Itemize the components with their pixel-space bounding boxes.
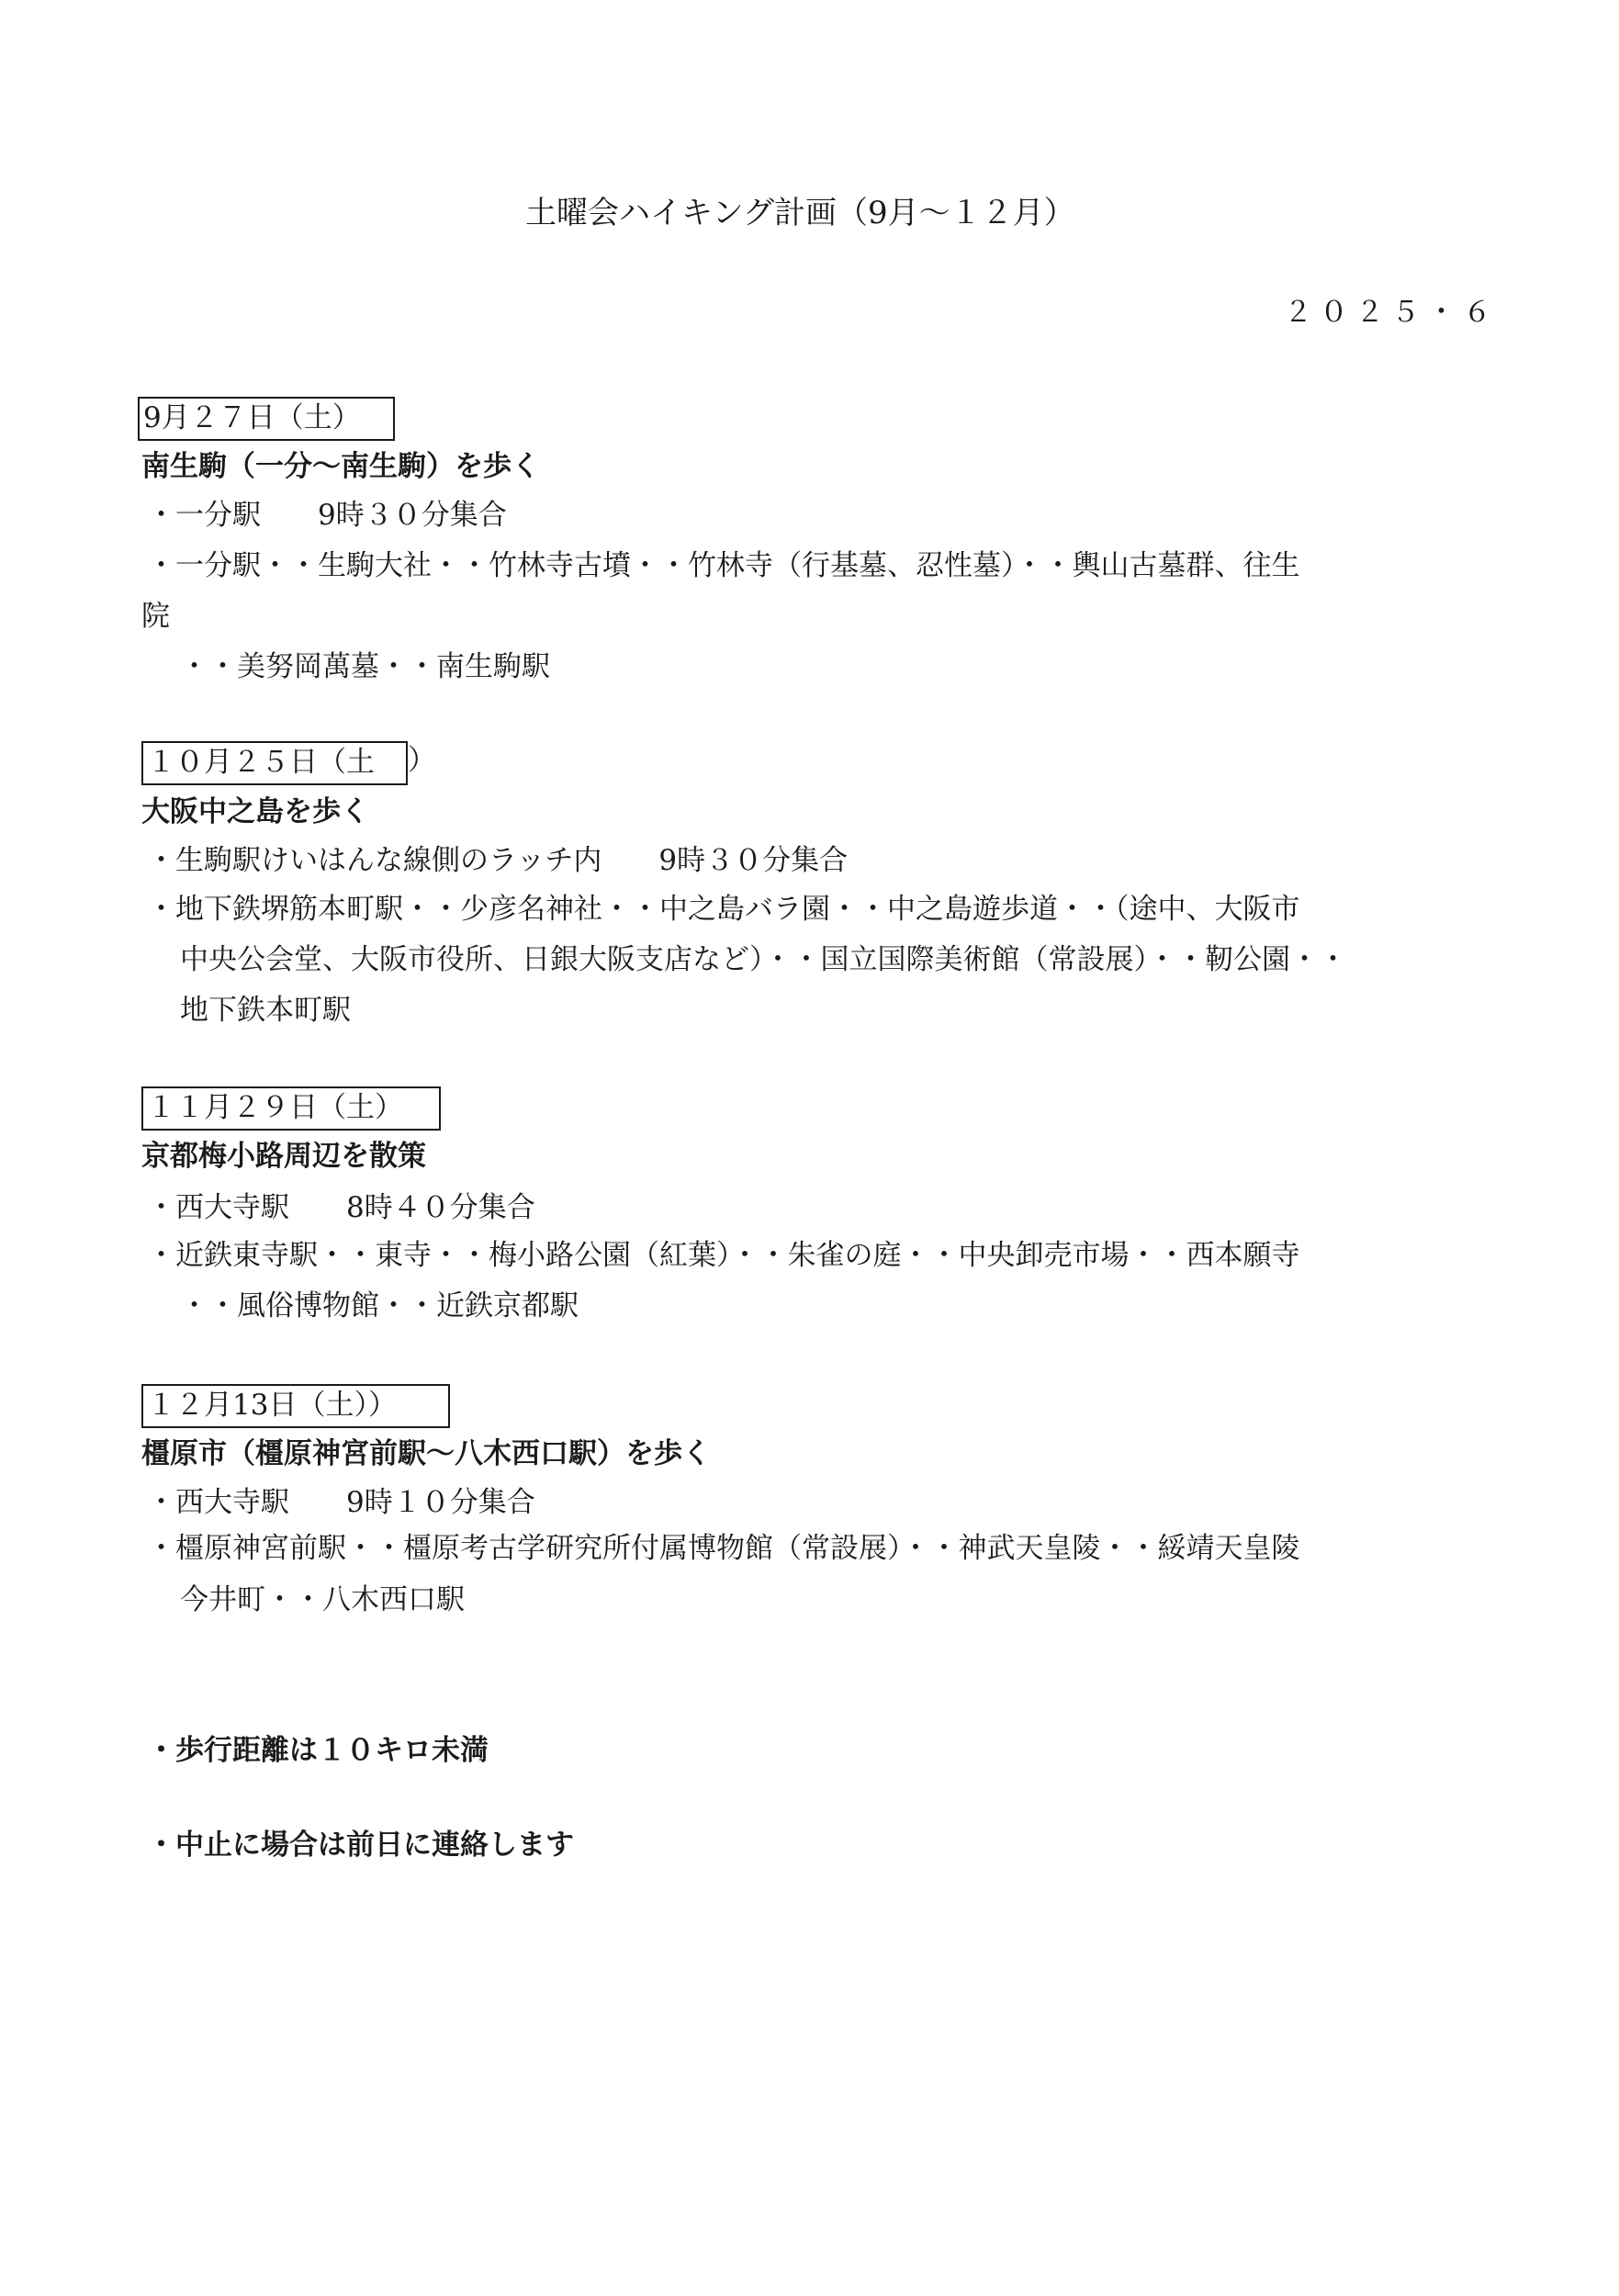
event-route-line: 院	[141, 600, 170, 633]
note-cancellation: ・中止に場合は前日に連絡します	[147, 1829, 574, 1862]
event-date-box: １１月２９日（土）	[141, 1086, 441, 1131]
event-route-line: 今井町・・八木西口駅	[180, 1583, 465, 1616]
document-title: 土曜会ハイキング計画（9月～１２月）	[525, 195, 1075, 231]
event-route-line: ・・風俗博物館・・近鉄京都駅	[180, 1289, 579, 1322]
event-meeting: ・一分駅 9時３０分集合	[147, 499, 507, 532]
event-heading: 京都梅小路周辺を散策	[141, 1140, 426, 1173]
event-date-box: １０月２５日（土	[141, 741, 408, 785]
event-route-line: ・近鉄東寺駅・・東寺・・梅小路公園（紅葉）・・朱雀の庭・・中央卸売市場・・西本願寺	[147, 1239, 1300, 1272]
note-distance: ・歩行距離は１０キロ未満	[147, 1734, 489, 1767]
event-meeting: ・生駒駅けいはんな線側のラッチ内 9時３０分集合	[147, 844, 849, 877]
event-route-line: 中央公会堂、大阪市役所、日銀大阪支店など）・・国立国際美術館（常設展）・・靭公園・・	[180, 943, 1347, 976]
event-route-line: ・一分駅・・生駒大社・・竹林寺古墳・・竹林寺（行基墓、忍性墓）・・輿山古墓群、往生	[147, 549, 1300, 582]
event-route-line: ・・美努岡萬墓・・南生駒駅	[180, 650, 550, 683]
issue-date: ２０２５・６	[1284, 296, 1499, 329]
event-heading: 南生駒（一分～南生駒）を歩く	[141, 450, 540, 483]
event-heading: 大阪中之島を歩く	[141, 795, 369, 828]
event-route-line: 地下鉄本町駅	[180, 994, 351, 1027]
event-date-box: 9月２７日（土）	[138, 397, 395, 441]
event-route-line: ・地下鉄堺筋本町駅・・少彦名神社・・中之島バラ園・・中之島遊歩道・・（途中、大阪市	[147, 893, 1300, 926]
event-meeting: ・西大寺駅 9時１０分集合	[147, 1486, 535, 1519]
event-meeting: ・西大寺駅 8時４０分集合	[147, 1191, 535, 1224]
event-heading: 橿原市（橿原神宮前駅～八木西口駅）を歩く	[141, 1437, 711, 1470]
event-route-line: ・橿原神宮前駅・・橿原考古学研究所付属博物館（常設展）・・神武天皇陵・・綏靖天皇陵	[147, 1532, 1300, 1565]
event-date-box: １２月13日（土））	[141, 1384, 450, 1428]
date-closing-paren: ）	[408, 744, 436, 777]
